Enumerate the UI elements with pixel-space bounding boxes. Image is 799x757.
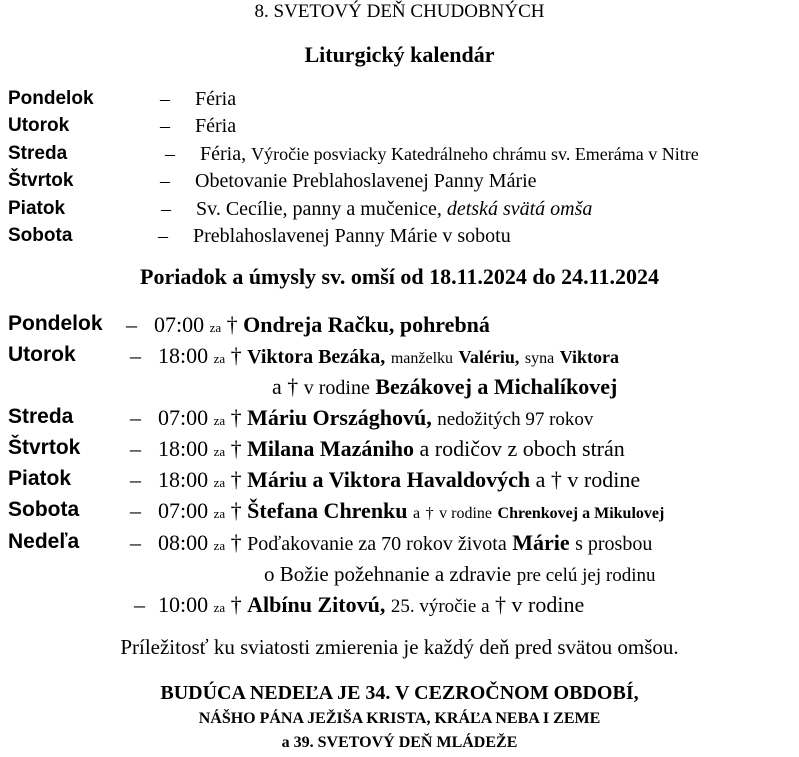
intention-name: Viktora Bezáka, [247, 346, 386, 368]
top-line: 8. SVETOVÝ DEŇ CHUDOBNÝCH [254, 1, 545, 22]
dash: – [126, 312, 137, 337]
za-label: za [213, 444, 226, 459]
mass-time: 08:00 [158, 530, 209, 555]
intention-name: Ondreja Račku, pohrebná [243, 312, 490, 337]
intention-text: 25. výročie a [390, 596, 490, 617]
mass-intention [154, 312, 490, 338]
intention-text: a rodičov z oboch strán [419, 436, 625, 461]
dash: – [158, 225, 168, 247]
calendar-day: Utorok [8, 115, 70, 136]
mass-row-continuation [272, 374, 617, 400]
cross-icon: † [230, 530, 242, 555]
intention-text: a [413, 505, 421, 522]
intention-text: syna [524, 350, 555, 367]
mass-time: 07:00 [154, 312, 205, 337]
dash: – [160, 88, 170, 110]
footer-line-3: a 39. SVETOVÝ DEŇ MLÁDEŽE [281, 734, 518, 751]
calendar-entry: Féria [195, 88, 237, 110]
dash: – [130, 530, 141, 555]
dash: – [130, 498, 141, 523]
dash: – [130, 467, 141, 492]
mass-schedule-heading: Poriadok a úmysly sv. omší od 18.11.2024 do 24.11.2024 [140, 264, 659, 289]
dash: – [160, 170, 170, 192]
mass-day: Utorok [8, 343, 76, 366]
mass-day: Piatok [8, 467, 72, 490]
mass-intention [158, 343, 619, 369]
mass-time: 07:00 [158, 405, 209, 430]
cross-icon: † [425, 505, 434, 522]
dash: – [130, 405, 141, 430]
intention-name: Štefana Chrenku [247, 498, 408, 523]
dash: – [130, 343, 141, 368]
mass-intention [158, 592, 584, 618]
intention-name: Viktora [559, 347, 620, 367]
intention-text: a [272, 374, 282, 399]
mass-day: Nedeľa [8, 530, 80, 553]
intention-text: v rodine [303, 377, 370, 399]
za-label: za [213, 413, 226, 428]
page-title: Liturgický kalendár [304, 42, 495, 67]
intention-name: Bezákovej a Michalíkovej [375, 374, 618, 399]
cross-icon: † [230, 498, 242, 523]
intention-text: pre celú jej rodinu [516, 565, 656, 586]
cross-icon: † [226, 312, 238, 337]
mass-day: Sobota [8, 498, 80, 521]
intention-text: manželku [390, 350, 454, 367]
calendar-day: Pondelok [8, 88, 94, 109]
mass-time: 18:00 [158, 436, 209, 461]
cross-icon: † [287, 374, 299, 399]
mass-day: Pondelok [8, 312, 103, 335]
calendar-entry: Obetovanie Preblahoslavenej Panny Márie [195, 170, 537, 192]
dash: – [134, 592, 145, 617]
dash: – [160, 115, 170, 137]
intention-text: o Božie požehnanie a zdravie [264, 562, 512, 586]
cross-icon: † [230, 436, 242, 461]
calendar-entry-text: Sv. Cecílie, panny a mučenice, [196, 198, 442, 220]
intention-name: Chrenkovej a Mikulovej [497, 505, 665, 522]
mass-intention [158, 498, 664, 524]
calendar-entry-text: Féria, [200, 143, 247, 165]
confession-note: Príležitosť ku sviatosti zmierenia je každý deň pred svätou omšou. [120, 635, 679, 659]
mass-time: 07:00 [158, 498, 209, 523]
mass-intention [158, 405, 593, 431]
calendar-entry: Féria [195, 115, 237, 137]
mass-day: Streda [8, 405, 74, 428]
mass-day: Štvrtok [8, 436, 81, 459]
dash: – [130, 436, 141, 461]
intention-text: a [535, 467, 546, 492]
za-label: za [209, 320, 222, 335]
cross-icon: † [230, 343, 242, 368]
za-label: za [213, 506, 226, 521]
intention-name: Márie [512, 530, 570, 555]
intention-name: Albínu Zitovú, [247, 592, 386, 617]
intention-text: s prosbou [575, 533, 653, 555]
mass-time: 18:00 [158, 467, 209, 492]
cross-icon: † [495, 592, 506, 617]
mass-row-continuation [264, 561, 655, 587]
calendar-day: Streda [8, 143, 68, 164]
mass-intention [158, 467, 640, 493]
mass-time: 10:00 [158, 592, 209, 617]
cross-icon: † [230, 405, 242, 430]
calendar-day: Piatok [8, 198, 66, 219]
footer-line-1: BUDÚCA NEDEĽA JE 34. V CEZROČNOM OBDOBÍ, [160, 682, 639, 704]
dash: – [165, 143, 175, 165]
calendar-entry-note: Výročie posviacky Katedrálneho chrámu sv. Emeráma v Nitre [251, 144, 699, 164]
za-label: za [213, 538, 226, 553]
za-label: za [213, 351, 226, 366]
mass-intention [158, 530, 652, 556]
calendar-day: Štvrtok [8, 170, 74, 191]
calendar-entry-italic: detská svätá omša [446, 198, 593, 220]
intention-name: Máriu a Viktora Havaldových [247, 467, 531, 492]
za-label: za [213, 475, 226, 490]
intention-text: v rodine [511, 592, 585, 617]
intention-text: Poďakovanie za 70 rokov života [247, 533, 507, 555]
calendar-day: Sobota [8, 225, 73, 246]
dash: – [161, 198, 171, 220]
cross-icon: † [550, 467, 562, 492]
footer-line-2: NÁŠHO PÁNA JEŽIŠA KRISTA, KRÁĽA NEBA I ZEME [198, 710, 601, 727]
mass-intention [158, 436, 625, 462]
calendar-entry [196, 198, 592, 221]
intention-text: v rodine [439, 505, 493, 522]
za-label: za [213, 600, 226, 615]
intention-name: Valériu, [458, 347, 520, 367]
intention-name: Milana Mazániho [247, 436, 415, 461]
calendar-entry [200, 143, 699, 166]
intention-name: Máriu Országhovú, [247, 405, 432, 430]
intention-text: v rodine [567, 467, 641, 492]
cross-icon: † [230, 592, 242, 617]
mass-time: 18:00 [158, 343, 209, 368]
intention-text: nedožitých 97 rokov [437, 409, 594, 430]
cross-icon: † [230, 467, 242, 492]
calendar-entry: Preblahoslavenej Panny Márie v sobotu [193, 225, 511, 247]
